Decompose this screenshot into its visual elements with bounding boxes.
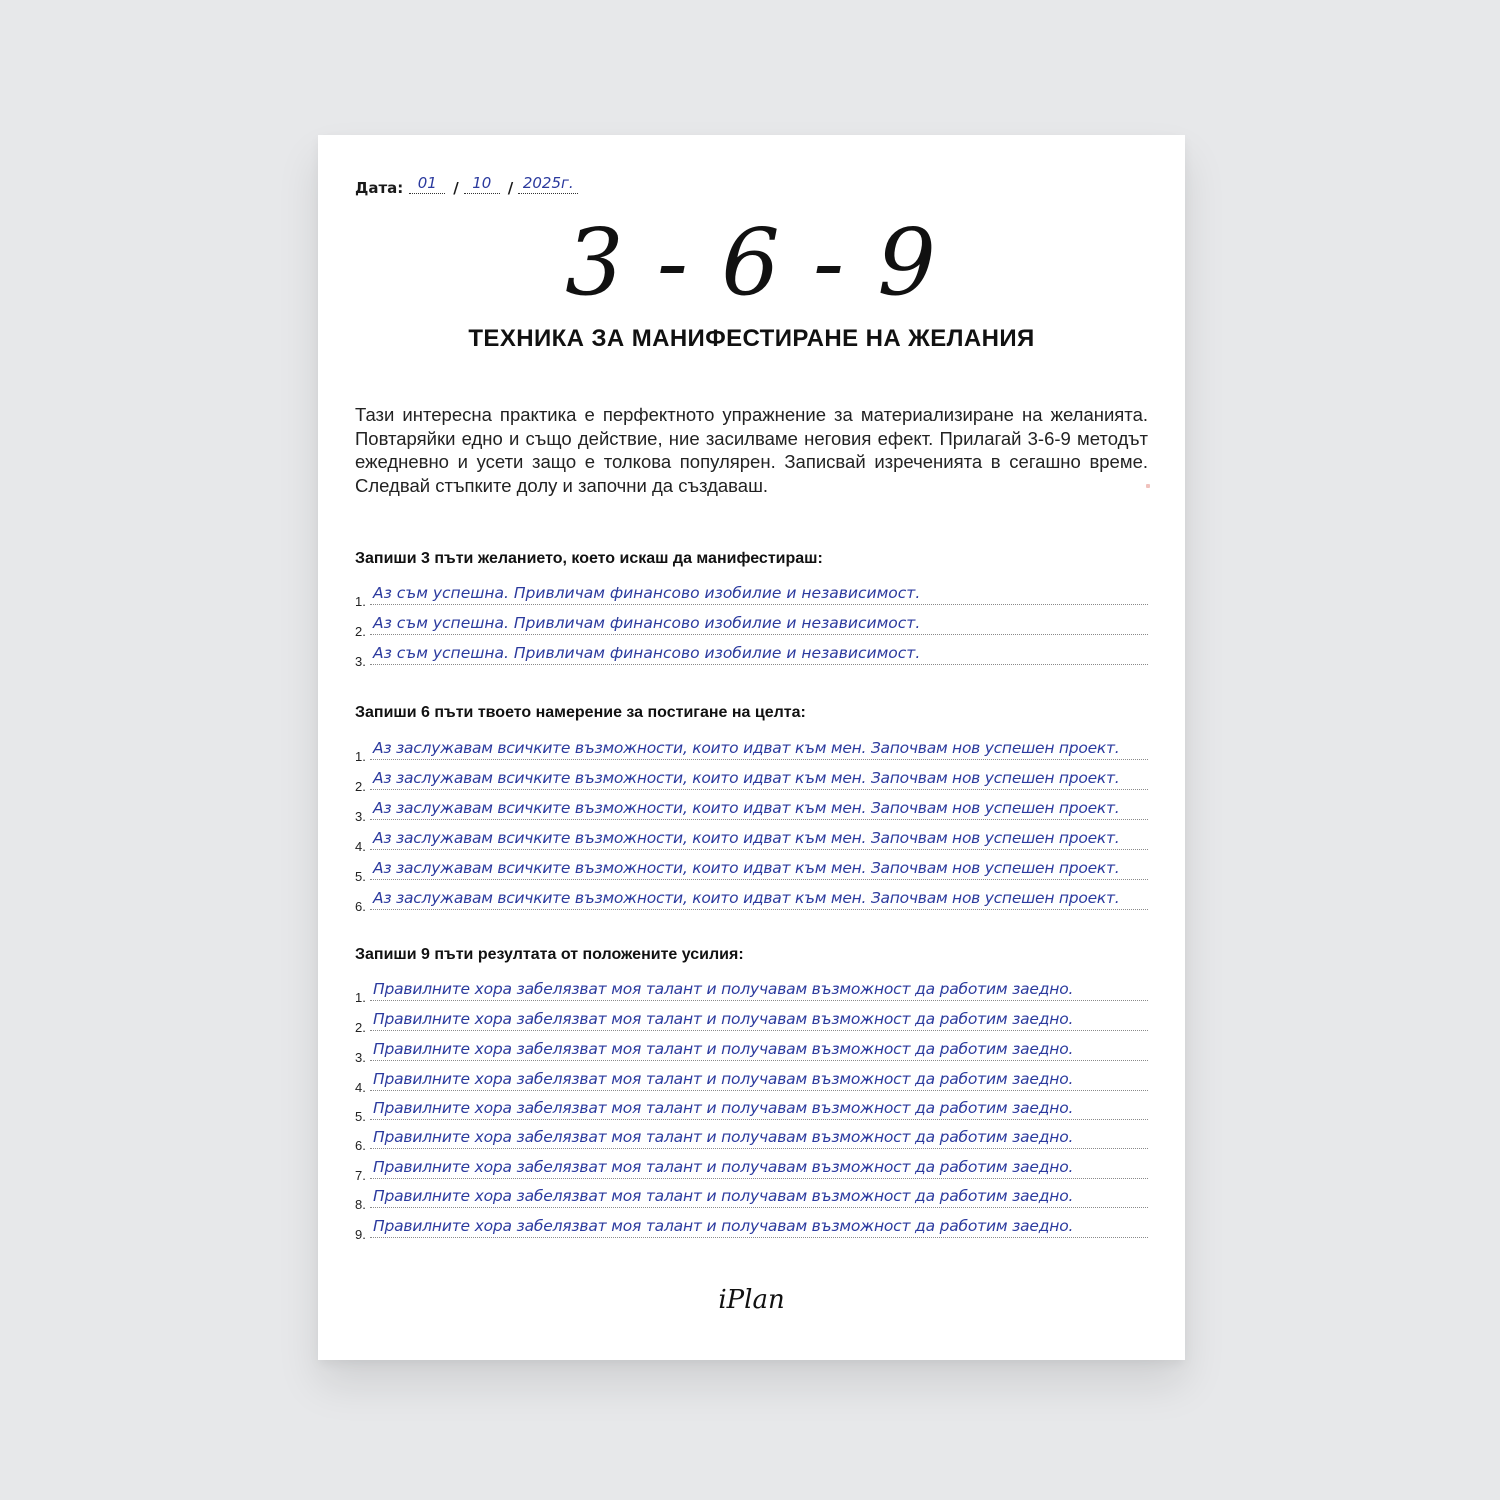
list-item[interactable]: [355, 971, 1148, 1005]
line-number: 2.: [355, 624, 366, 639]
line-number: 7.: [355, 1168, 366, 1183]
entry-text[interactable]: Аз съм успешна. Привличам финансово изобилие и независимост.: [373, 644, 921, 662]
date-separator: /: [507, 179, 514, 197]
section-heading-6: Запиши 6 пъти твоето намерение за постигане на целта:: [355, 704, 806, 721]
entry-text[interactable]: Аз заслужавам всичките възможности, които идват към мен. Започвам нов успешен проект.: [373, 829, 1120, 847]
date-row: [355, 173, 578, 197]
list-item[interactable]: [355, 1090, 1148, 1124]
section-heading-9: Запиши 9 пъти резултата от положените усилия:: [355, 946, 744, 963]
line-number: 2.: [355, 779, 366, 794]
section-heading-3: Запиши 3 пъти желанието, което искаш да манифестираш:: [355, 550, 823, 567]
date-year-field[interactable]: 2025г.: [518, 173, 578, 194]
entry-text[interactable]: Правилните хора забелязват моя талант и получавам възможност да работим заедно.: [373, 980, 1074, 998]
intro-paragraph: Тази интересна практика е перфектното упражнение за материализиране на желанията. Повтаряйки едно и също действие, ние засилваме неговия ефект. Прилагай 3-6-9 методът ежедневно и усети защо е толкова популярен. Записвай изреченията в сегашно време. Следвай стъпките долу и започни да създаваш.: [355, 404, 1148, 496]
entry-text[interactable]: Правилните хора забелязват моя талант и получавам възможност да работим заедно.: [373, 1158, 1074, 1176]
list-item[interactable]: [355, 605, 1148, 639]
line-number: 1.: [355, 990, 366, 1005]
list-item[interactable]: [355, 1001, 1148, 1035]
entry-text[interactable]: Аз заслужавам всичките възможности, които идват към мен. Започвам нов успешен проект.: [373, 769, 1120, 787]
line-number: 6.: [355, 899, 366, 914]
list-item[interactable]: [355, 1149, 1148, 1183]
entry-text[interactable]: Правилните хора забелязват моя талант и получавам възможност да работим заедно.: [373, 1070, 1074, 1088]
line-number: 3.: [355, 809, 366, 824]
entry-text[interactable]: Аз заслужавам всичките възможности, които идват към мен. Започвам нов успешен проект.: [373, 859, 1120, 877]
list-item[interactable]: [355, 880, 1148, 914]
dotted-line: [370, 664, 1148, 665]
date-month-field[interactable]: 10: [464, 173, 500, 194]
entry-text[interactable]: Правилните хора забелязват моя талант и получавам възможност да работим заедно.: [373, 1217, 1074, 1235]
line-number: 5.: [355, 869, 366, 884]
list-item[interactable]: [355, 760, 1148, 794]
entry-text[interactable]: Аз съм успешна. Привличам финансово изобилие и независимост.: [373, 614, 921, 632]
line-number: 6.: [355, 1138, 366, 1153]
line-number: 5.: [355, 1109, 366, 1124]
line-number: 3.: [355, 1050, 366, 1065]
list-item[interactable]: [355, 790, 1148, 824]
date-separator: /: [453, 179, 459, 197]
line-number: 4.: [355, 1080, 366, 1095]
line-number: 1.: [355, 594, 366, 609]
list-item[interactable]: [355, 1208, 1148, 1242]
entry-text[interactable]: Аз заслужавам всичките възможности, които идват към мен. Започвам нов успешен проект.: [373, 799, 1120, 817]
line-number: 3.: [355, 654, 366, 669]
decorative-dot: [1146, 484, 1150, 488]
line-number: 9.: [355, 1227, 366, 1242]
line-number: 1.: [355, 749, 366, 764]
page-subtitle: ТЕХНИКА ЗА МАНИФЕСТИРАНЕ НА ЖЕЛАНИЯ: [468, 325, 1035, 352]
list-item[interactable]: [355, 575, 1148, 609]
list-item[interactable]: [355, 1031, 1148, 1065]
entry-text[interactable]: Правилните хора забелязват моя талант и получавам възможност да работим заедно.: [373, 1128, 1074, 1146]
worksheet-page: [318, 135, 1185, 1360]
line-number: 8.: [355, 1197, 366, 1212]
list-item[interactable]: [355, 1178, 1148, 1212]
list-item[interactable]: [355, 820, 1148, 854]
page-title: 3 - 6 - 9: [565, 209, 938, 316]
line-number: 4.: [355, 839, 366, 854]
line-number: 2.: [355, 1020, 366, 1035]
date-label: Дата:: [355, 179, 404, 197]
entry-text[interactable]: Правилните хора забелязват моя талант и получавам възможност да работим заедно.: [373, 1040, 1074, 1058]
entry-text[interactable]: Правилните хора забелязват моя талант и получавам възможност да работим заедно.: [373, 1099, 1074, 1117]
entry-text[interactable]: Правилните хора забелязват моя талант и получавам възможност да работим заедно.: [373, 1187, 1074, 1205]
date-day-field[interactable]: 01: [409, 173, 445, 194]
entry-text[interactable]: Аз заслужавам всичките възможности, които идват към мен. Започвам нов успешен проект.: [373, 889, 1120, 907]
list-item[interactable]: [355, 730, 1148, 764]
entry-text[interactable]: Правилните хора забелязват моя талант и получавам възможност да работим заедно.: [373, 1010, 1074, 1028]
entry-text[interactable]: Аз съм успешна. Привличам финансово изобилие и независимост.: [373, 584, 921, 602]
brand-logo: iPlan: [718, 1285, 785, 1315]
dotted-line: [370, 909, 1148, 910]
list-item[interactable]: [355, 1119, 1148, 1153]
list-item[interactable]: [355, 1061, 1148, 1095]
list-item[interactable]: [355, 850, 1148, 884]
entry-text[interactable]: Аз заслужавам всичките възможности, които идват към мен. Започвам нов успешен проект.: [373, 739, 1120, 757]
dotted-line: [370, 1237, 1148, 1238]
list-item[interactable]: [355, 635, 1148, 669]
